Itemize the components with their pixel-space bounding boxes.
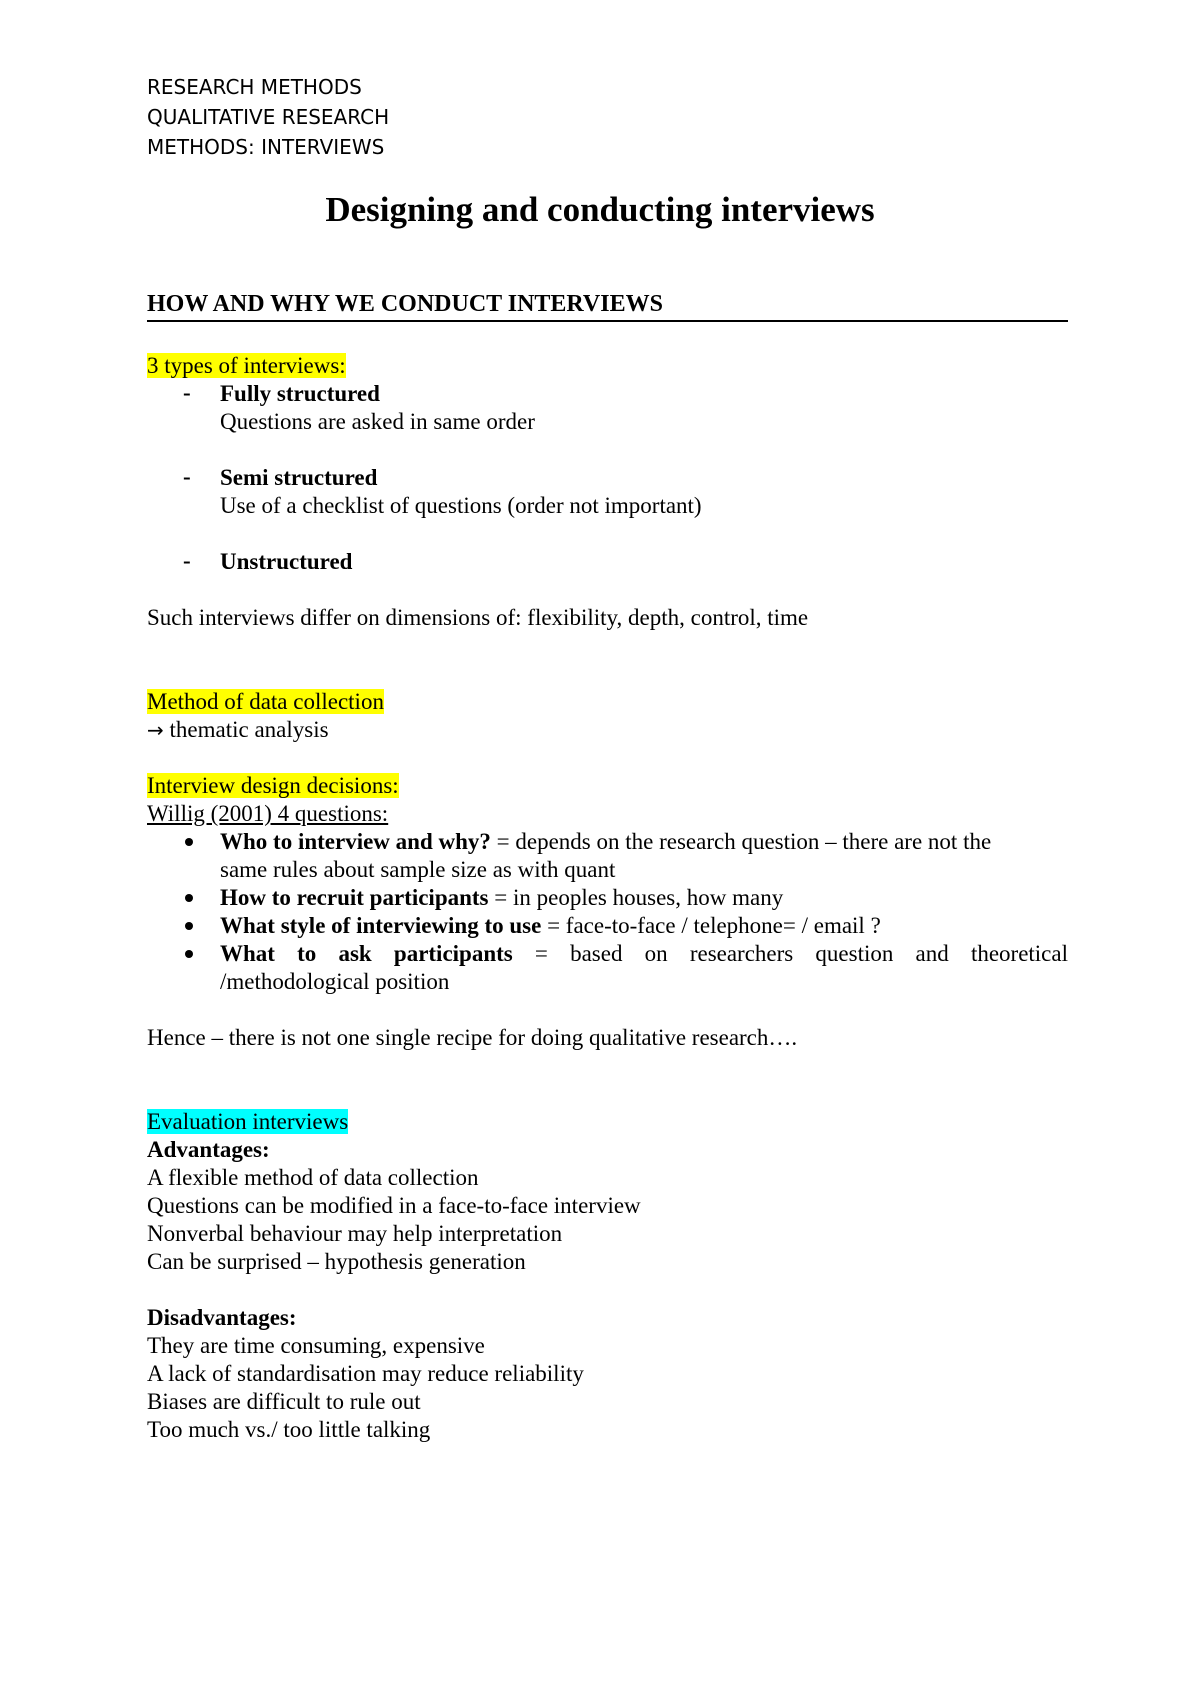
type-label-2: Semi structured xyxy=(220,465,378,490)
design-bullet-4-rest: = based on researchers question and theoretical xyxy=(512,941,1068,966)
design-bullet-1 xyxy=(220,828,991,856)
header-line-2: QUALITATIVE RESEARCH xyxy=(147,105,390,129)
types-heading-text: 3 types of interviews: xyxy=(147,353,346,378)
advantage-item: A flexible method of data collection xyxy=(147,1165,479,1190)
type-label-1: Fully structured xyxy=(220,381,380,406)
design-bullet-1-rest: = depends on the research question – there are not the xyxy=(490,829,992,854)
type-desc-2: Use of a checklist of questions (order not important) xyxy=(220,493,702,518)
design-bullet-4-cont: /methodological position xyxy=(220,969,450,994)
design-bullet-4 xyxy=(220,940,1068,968)
design-heading-text: Interview design decisions: xyxy=(147,773,399,798)
types-summary: Such interviews differ on dimensions of: flexibility, depth, control, time xyxy=(147,605,809,630)
disadvantage-item: They are time consuming, expensive xyxy=(147,1333,485,1358)
bullet-dot xyxy=(185,950,193,958)
disadvantage-item: Too much vs./ too little talking xyxy=(147,1417,431,1442)
type-desc-1: Questions are asked in same order xyxy=(220,409,535,434)
design-bullet-1-cont: same rules about sample size as with quant xyxy=(220,857,616,882)
evaluation-heading-text: Evaluation interviews xyxy=(147,1109,349,1134)
bullet-dot xyxy=(185,922,193,930)
data-collection-line xyxy=(147,716,329,744)
design-subheading xyxy=(147,800,388,828)
dash-bullet: - xyxy=(183,548,191,573)
design-bullet-2-bold: How to recruit participants xyxy=(220,885,489,910)
design-bullet-1-bold: Who to interview and why? xyxy=(220,829,491,854)
design-heading xyxy=(147,772,399,800)
bullet-dot xyxy=(185,838,193,846)
data-collection-heading-text: Method of data collection xyxy=(147,689,384,714)
data-collection-heading xyxy=(147,688,384,716)
dash-bullet: - xyxy=(183,380,191,405)
design-bullet-3 xyxy=(220,912,881,940)
advantages-label: Advantages: xyxy=(147,1137,270,1162)
dash-bullet: - xyxy=(183,464,191,489)
bullet-dot xyxy=(185,894,193,902)
design-subheading-text: Willig (2001) 4 questions: xyxy=(147,801,389,826)
advantage-item: Nonverbal behaviour may help interpretation xyxy=(147,1221,563,1246)
design-bullet-2-rest: = in peoples houses, how many xyxy=(488,885,784,910)
disadvantage-item: A lack of standardisation may reduce reliability xyxy=(147,1361,584,1386)
design-conclusion: Hence – there is not one single recipe for doing qualitative research…. xyxy=(147,1025,798,1050)
section-heading: HOW AND WHY WE CONDUCT INTERVIEWS xyxy=(147,291,1068,322)
data-collection-text: thematic analysis xyxy=(169,717,329,742)
header-line-3: METHODS: INTERVIEWS xyxy=(147,135,385,159)
advantage-item: Questions can be modified in a face-to-face interview xyxy=(147,1193,641,1218)
advantage-item: Can be surprised – hypothesis generation xyxy=(147,1249,526,1274)
document-title: Designing and conducting interviews xyxy=(325,190,875,229)
design-bullet-2 xyxy=(220,884,783,912)
header-line-1: RESEARCH METHODS xyxy=(147,75,362,99)
types-heading xyxy=(147,352,346,380)
type-label-3: Unstructured xyxy=(220,549,353,574)
design-bullet-3-rest: = face-to-face / telephone= / email ? xyxy=(541,913,881,938)
arrow-icon: → xyxy=(147,718,164,742)
course-header xyxy=(147,72,389,162)
disadvantage-item: Biases are difficult to rule out xyxy=(147,1389,421,1414)
disadvantages-label: Disadvantages: xyxy=(147,1305,297,1330)
design-bullet-3-bold: What style of interviewing to use xyxy=(220,913,542,938)
design-bullet-4-bold: What to ask participants xyxy=(220,941,513,966)
evaluation-heading xyxy=(147,1108,348,1136)
